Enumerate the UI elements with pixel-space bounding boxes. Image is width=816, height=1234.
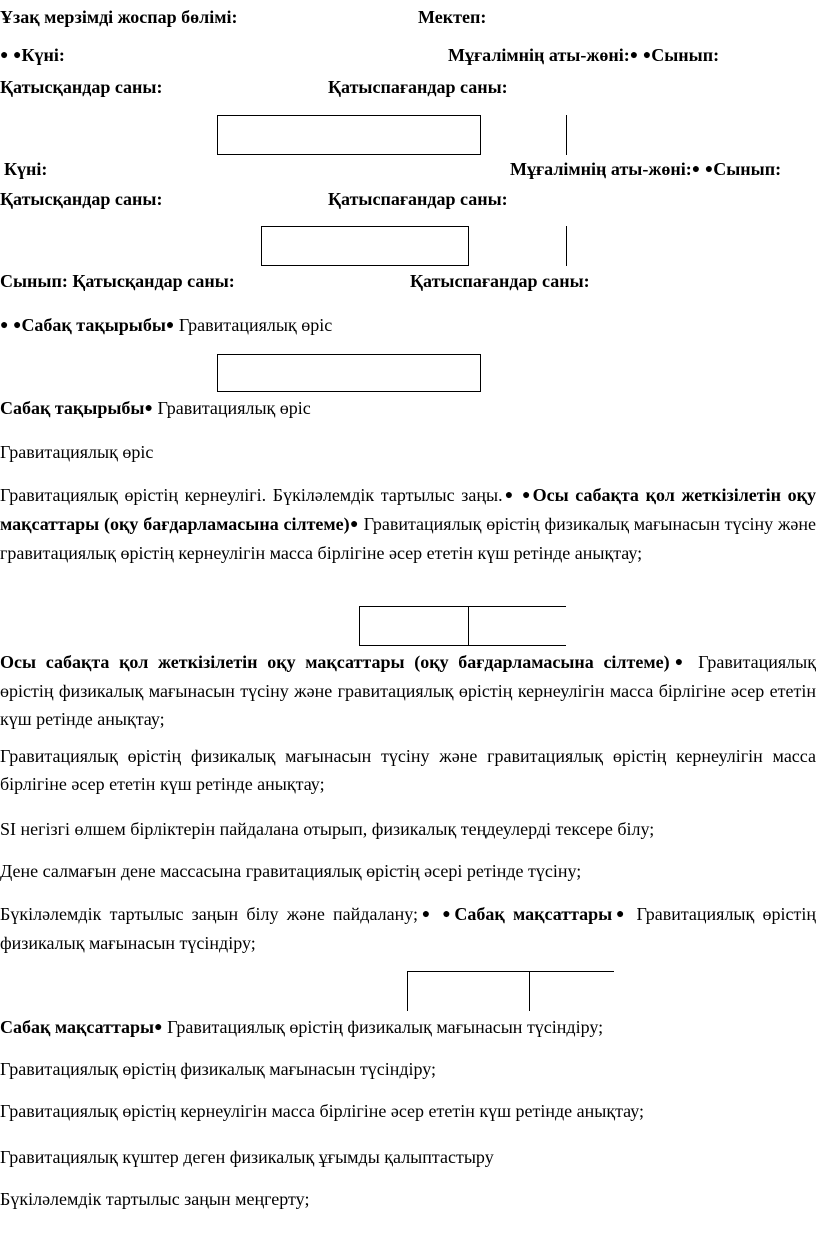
class-label: Сынып: xyxy=(651,45,720,65)
bullet-icon: ● xyxy=(704,162,714,177)
date-row-1 xyxy=(0,44,65,67)
teacher-label: Мұғалімнің аты-жөні: xyxy=(510,159,692,179)
present-label: Қатысқандар саны: xyxy=(0,189,163,209)
empty-table-cell xyxy=(217,115,481,155)
empty-table-cell xyxy=(359,606,469,646)
table-border xyxy=(407,971,614,972)
bullet-icon: ● xyxy=(12,318,22,333)
class-present-label: Сынып: Қатысқандар саны: xyxy=(0,271,235,291)
bullet-icon: ● xyxy=(165,318,175,333)
goals-value: Гравитациялық өрістің физикалық мағынасын түсіндіру; xyxy=(0,904,816,953)
bullet-icon: ● xyxy=(417,907,434,922)
objective-3: Дене салмағын дене массасына гравитациялық өрістің әсері ретінде түсіну; xyxy=(0,861,582,881)
table-border xyxy=(407,971,408,1011)
school-label: Мектеп: xyxy=(418,7,487,27)
bullet-icon: ● xyxy=(0,318,9,333)
empty-table-cell xyxy=(217,354,481,392)
goals-row xyxy=(0,1016,603,1039)
empty-table-cell xyxy=(261,226,469,266)
teacher-row-1 xyxy=(448,44,719,67)
bullet-icon: ● xyxy=(349,517,359,532)
goal-2: Гравитациялық өрістің кернеулігін масса бірлігіне әсер ететін күш ретінде анықтау; xyxy=(0,1101,645,1121)
topic-paragraph xyxy=(0,481,816,567)
objectives-paragraph xyxy=(0,648,816,733)
date-label: Күні: xyxy=(4,159,48,179)
topic-line: Гравитациялық өріс xyxy=(0,442,154,462)
objective-4: Бүкіләлемдік тартылыс заңын білу және пайдалану; xyxy=(0,904,418,924)
goals-label: Сабақ мақсаттары xyxy=(0,1017,155,1037)
objectives-value: Гравитациялық өрістің физикалық мағынасын түсіну және гравитациялық өрістің кернеулігін масса бірлігіне әсер ететін күш ретінде анықтау; xyxy=(0,514,816,563)
absent-label: Қатыспағандар саны: xyxy=(328,189,508,209)
goal-3: Гравитациялық күштер деген физикалық ұғымды қалыптастыру xyxy=(0,1147,494,1167)
bullet-icon: ● xyxy=(0,48,9,63)
table-border xyxy=(566,226,567,266)
long-term-plan-label: Ұзақ мерзімді жоспар бөлімі: xyxy=(0,7,238,27)
bullet-icon: ● xyxy=(629,48,639,63)
goals-label: Сабақ мақсаттары xyxy=(454,904,613,924)
goals-paragraph xyxy=(0,900,816,957)
goal-1: Гравитациялық өрістің физикалық мағынасын түсіндіру; xyxy=(0,1059,437,1079)
bullet-icon: ● xyxy=(642,48,652,63)
topic-value: Гравитациялық өріс xyxy=(157,398,311,418)
bullet-icon: ● xyxy=(12,48,22,63)
bullet-icon: ● xyxy=(612,907,629,922)
objectives-value: Гравитациялық өрістің физикалық мағынасын түсіну және гравитациялық өрістің кернеулігін масса бірлігіне әсер ететін күш ретінде анықтау; xyxy=(0,652,816,729)
topic-intro: Гравитациялық өрістің кернеулігі. Бүкіләлемдік тартылыс заңы. xyxy=(0,485,503,505)
absent-label: Қатыспағандар саны: xyxy=(410,271,590,291)
bullet-icon: ● xyxy=(154,1020,163,1035)
topic-label: Сабақ тақырыбы xyxy=(0,398,145,418)
class-label: Сынып: xyxy=(713,159,782,179)
bullet-icon: ● xyxy=(669,655,689,670)
goals-value: Гравитациялық өрістің физикалық мағынасын түсіндіру; xyxy=(167,1017,604,1037)
table-border xyxy=(468,645,566,646)
bullet-icon: ● xyxy=(144,401,153,416)
topic-value: Гравитациялық өріс xyxy=(178,315,333,335)
table-border xyxy=(566,115,567,155)
topic-label: Сабақ тақырыбы xyxy=(21,315,166,335)
bullet-icon: ● xyxy=(442,907,455,922)
objective-1: Гравитациялық өрістің физикалық мағынасын түсіну және гравитациялық өрістің кернеулігін масса бірлігіне әсер ететін күш ретінде анықтау; xyxy=(0,746,816,794)
objectives-label: Осы сабақта қол жеткізілетін оқу мақсаттары (оқу бағдарламасына сілтеме) xyxy=(0,485,816,534)
topic-row-1 xyxy=(0,314,332,337)
teacher-row-2 xyxy=(510,158,781,181)
table-border xyxy=(529,971,530,1011)
bullet-icon: ● xyxy=(522,488,533,503)
bullet-icon: ● xyxy=(691,162,701,177)
objectives-label: Осы сабақта қол жеткізілетін оқу мақсаттары (оқу бағдарламасына сілтеме) xyxy=(0,652,670,672)
goal-4: Бүкіләлемдік тартылыс заңын меңгерту; xyxy=(0,1189,310,1209)
absent-label: Қатыспағандар саны: xyxy=(328,77,508,97)
present-label: Қатысқандар саны: xyxy=(0,77,163,97)
table-border xyxy=(468,606,566,607)
topic-row-2 xyxy=(0,397,311,420)
bullet-icon: ● xyxy=(502,488,516,503)
objective-2: SI негізгі өлшем бірліктерін пайдалана отырып, физикалық теңдеулерді тексере білу; xyxy=(0,819,655,839)
date-label: Күні: xyxy=(21,45,65,65)
teacher-label: Мұғалімнің аты-жөні: xyxy=(448,45,630,65)
